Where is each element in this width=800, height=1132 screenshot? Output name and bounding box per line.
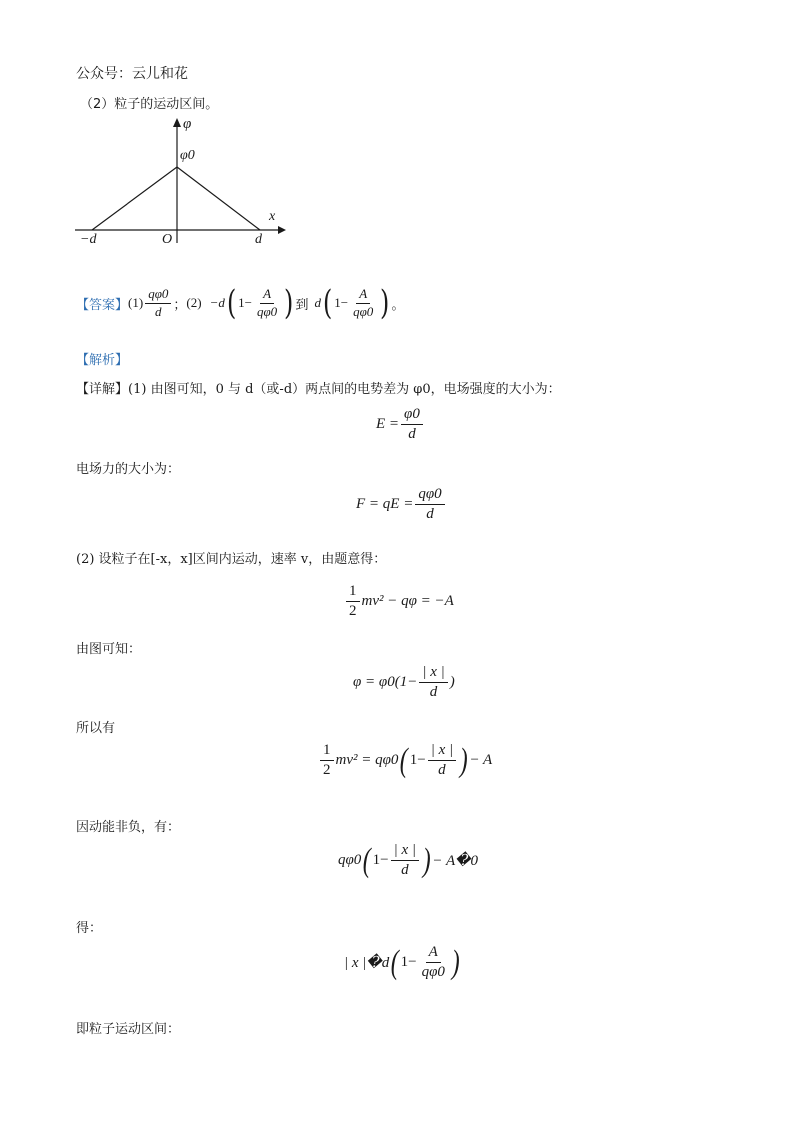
equation-7: [344, 944, 461, 982]
answer-part2-prefix: (2): [186, 295, 202, 310]
fraction-denominator: 2: [323, 762, 331, 779]
eq5-one-minus: 1−: [409, 752, 426, 769]
detail-line5: 所以有: [76, 721, 116, 736]
eq7-one-minus: 1−: [400, 954, 417, 971]
answer-right-coeff: d: [314, 295, 321, 310]
left-paren: (: [226, 283, 237, 323]
right-paren: ): [284, 283, 294, 323]
potential-graph: [70, 115, 290, 250]
equation-4: [353, 664, 455, 702]
eq6-one-minus: 1−: [372, 852, 389, 869]
y-axis-label: φ: [183, 116, 192, 132]
fraction-numerator: qφ0: [415, 486, 444, 505]
detail-line1-text: (1) 由图可知，0 与 d（或-d）两点间的电势差为 φ0，电场强度的大小为：: [128, 382, 561, 397]
fraction-numerator: | x |: [419, 664, 447, 683]
left-paren: (: [363, 841, 371, 879]
eq1-fraction: [401, 406, 423, 444]
answer-part1-prefix: (1): [128, 295, 144, 310]
right-paren: ): [451, 943, 460, 981]
eq6-tail: − A�0: [432, 853, 478, 870]
fraction-denominator: qφ0: [256, 303, 278, 319]
fraction-denominator: d: [438, 762, 446, 779]
answer-part1-fraction: [145, 287, 171, 320]
eq5-fraction: [428, 742, 456, 780]
fraction-numerator: φ0: [401, 406, 423, 425]
detail-line6: 因动能非负，有：: [76, 820, 181, 835]
x-axis-label: x: [269, 209, 276, 224]
publisher-header: 公众号：云儿和花: [76, 66, 188, 82]
peak-label: φ0: [180, 148, 195, 163]
question-part2: （2）粒子的运动区间。: [80, 97, 219, 112]
answer-separator: ；: [173, 297, 187, 313]
answer-connector: 到: [295, 297, 309, 313]
equation-2: [356, 486, 447, 524]
origin-label: O: [162, 232, 173, 247]
x-axis-arrow: [278, 226, 286, 234]
fraction-denominator: qφ0: [421, 964, 445, 981]
eq6-fraction: [391, 842, 419, 880]
fraction-numerator: qφ0: [145, 287, 171, 304]
detail-line2: 电场力的大小为：: [76, 462, 181, 477]
eq4-lhs: φ = φ0(1−: [353, 674, 418, 691]
right-paren: ): [459, 741, 468, 779]
left-paren: (: [390, 943, 399, 981]
eq7-lhs: | x |�d: [344, 955, 390, 972]
detail-line7: 得：: [76, 921, 103, 936]
equation-5: [318, 742, 492, 780]
answer-one-minus: 1−: [238, 295, 252, 310]
eq6-lhs: qφ0: [338, 852, 362, 869]
right-paren: ): [380, 283, 390, 323]
eq2-lhs: F = qE =: [356, 496, 414, 513]
fraction-denominator: d: [429, 684, 438, 701]
answer-fraction-left: [254, 287, 280, 320]
fraction-numerator: | x |: [428, 742, 456, 761]
left-slope-line: [92, 167, 177, 230]
fraction-numerator: A: [356, 287, 370, 304]
eq3-half: [346, 583, 360, 621]
left-paren: (: [400, 741, 409, 779]
eq2-fraction: [415, 486, 444, 524]
left-label: −d: [80, 232, 97, 247]
eq4-close: ): [449, 674, 455, 691]
right-paren: ): [422, 841, 431, 879]
fraction-denominator: 2: [349, 603, 357, 620]
eq5-mid: mv² = qφ0: [335, 752, 399, 769]
analysis-tag: 【解析】: [76, 353, 129, 368]
equation-3: [344, 583, 454, 621]
detail-tag: 【详解】: [76, 382, 129, 397]
detail-line1: [76, 378, 561, 397]
answer-left-coeff: −d: [209, 295, 225, 310]
fraction-denominator: d: [401, 862, 409, 879]
answer-line: [76, 280, 405, 326]
fraction-numerator: A: [260, 287, 274, 304]
detail-line4: 由图可知：: [76, 642, 142, 657]
equation-6: [338, 842, 478, 880]
answer-one-minus-2: 1−: [334, 295, 349, 310]
answer-end: 。: [391, 297, 405, 313]
fraction-numerator: 1: [320, 742, 334, 761]
fraction-denominator: d: [155, 303, 162, 319]
answer-tag: 【答案】: [76, 297, 129, 313]
detail-line3: (2) 设粒子在[-x，x]区间内运动，速率 v，由题意得：: [76, 552, 387, 567]
fraction-numerator: 1: [346, 583, 360, 602]
fraction-denominator: qφ0: [353, 303, 374, 319]
fraction-denominator: d: [426, 506, 434, 523]
eq7-fraction: [419, 944, 448, 982]
left-paren: (: [322, 283, 333, 323]
eq5-tail: − A: [469, 752, 493, 769]
detail-line8: 即粒子运动区间：: [76, 1022, 181, 1037]
eq1-lhs: E =: [376, 416, 400, 433]
eq5-half: [320, 742, 334, 780]
right-slope-line: [177, 167, 260, 230]
fraction-numerator: A: [426, 944, 441, 963]
right-label: d: [255, 232, 262, 247]
y-axis-arrow: [173, 118, 181, 127]
answer-fraction-right: [350, 287, 376, 320]
eq3-rest: mv² − qφ = −A: [361, 593, 454, 610]
fraction-numerator: | x |: [391, 842, 419, 861]
fraction-denominator: d: [408, 426, 416, 443]
equation-1: [376, 406, 425, 444]
eq4-fraction: [419, 664, 447, 702]
